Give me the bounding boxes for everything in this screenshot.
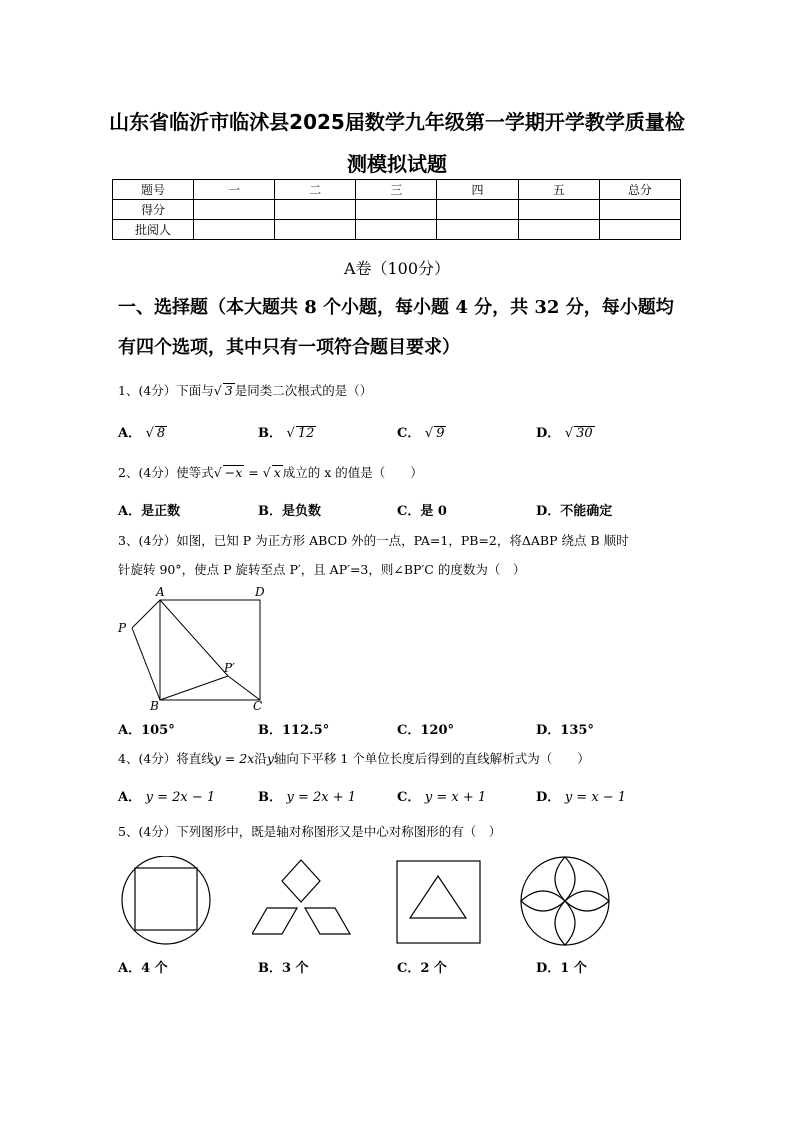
q3-option-d[interactable]: D．135° (536, 723, 594, 738)
rhombus-left (252, 908, 297, 934)
label-c: C (253, 699, 263, 713)
section-heading-line1: 一、选择题（本大题共 8 个小题，每小题 4 分，共 32 分，每小题均 (118, 297, 674, 318)
header-cell: 一 (194, 180, 275, 200)
q3-line2: 针旋转 90°，使点 P 旋转至点 P′，且 AP′=3，则∠BP′C 的度数为（ ） (118, 562, 526, 577)
volume-heading: A卷（100分） (343, 259, 451, 278)
score-row (113, 200, 681, 220)
figure-circle-petals (518, 856, 612, 946)
q1-prefix: 1、(4分）下面与 (118, 383, 214, 398)
score-cell[interactable] (194, 200, 275, 220)
q2-suffix: 成立的 x 的值是（ ） (282, 465, 423, 480)
q4-option-b[interactable]: B． y = 2x + 1 (258, 790, 357, 805)
header-cell: 题号 (113, 180, 194, 200)
question-3 (118, 526, 688, 584)
score-table-header-row (113, 180, 681, 200)
q1-option-c[interactable]: C． √ 9 (397, 426, 445, 441)
q5-option-d[interactable]: D．1 个 (536, 961, 587, 976)
figure-circle-square (118, 856, 214, 946)
score-cell[interactable] (599, 200, 680, 220)
q1-option-b[interactable]: B． √ 12 (258, 426, 315, 441)
header-cell: 五 (518, 180, 599, 200)
q3-line1: 3、(4分）如图，已知 P 为正方形 ABCD 外的一点，PA=1，PB=2，将ΔABP 绕点 B 顺时 (118, 533, 629, 548)
header-cell: 总分 (599, 180, 680, 200)
grader-cell[interactable] (518, 220, 599, 240)
q1-radicand: 3 (224, 383, 233, 398)
grader-cell[interactable] (437, 220, 518, 240)
grader-cell[interactable] (599, 220, 680, 240)
score-table (112, 179, 681, 240)
q2-lhs: −x (224, 465, 243, 480)
segment-pb (132, 628, 160, 700)
q2-rhs: x (273, 465, 281, 480)
q1-options (118, 422, 678, 444)
petal-bottom (555, 901, 575, 945)
q2-options (118, 500, 678, 522)
q3-option-c[interactable]: C．120° (397, 723, 454, 738)
label-b: B (150, 699, 159, 713)
q3-option-b[interactable]: B．112.5° (258, 723, 330, 738)
q5-option-a[interactable]: A．4 个 (118, 961, 168, 976)
q5-options (118, 957, 678, 979)
q1-suffix: 是同类二次根式的是（） (234, 383, 373, 398)
label-d: D (255, 585, 265, 599)
q3-figure (110, 584, 280, 714)
exam-title-line2: 测模拟试题 (347, 152, 447, 176)
figure-square-triangle (396, 860, 482, 946)
row-label: 得分 (113, 200, 194, 220)
q2-option-d[interactable]: D．不能确定 (536, 504, 613, 519)
outer-square (397, 861, 480, 943)
q3-option-a[interactable]: A．105° (118, 723, 175, 738)
grader-cell[interactable] (275, 220, 356, 240)
header-cell: 四 (437, 180, 518, 200)
label-p-prime: P′ (224, 661, 235, 675)
section-heading (118, 288, 684, 368)
grader-cell[interactable] (194, 220, 275, 240)
header-cell: 二 (275, 180, 356, 200)
question-2: 2、(4分）使等式√ −x = √ x 成立的 x 的值是（ ） (118, 465, 423, 480)
petal-right (565, 891, 609, 911)
q1-option-d[interactable]: D． √ 30 (536, 426, 593, 441)
label-p: P (118, 621, 127, 635)
q2-option-a[interactable]: A．是正数 (118, 504, 181, 519)
q4-mid: 沿 (254, 751, 267, 766)
score-cell[interactable] (275, 200, 356, 220)
q4-option-c[interactable]: C． y = x + 1 (397, 790, 487, 805)
segment-bp2 (160, 676, 228, 700)
score-cell[interactable] (437, 200, 518, 220)
exam-title-line1: 山东省临沂市临沭县2025届数学九年级第一学期开学教学质量检 (109, 110, 685, 134)
question-5: 5、(4分）下列图形中，既是轴对称图形又是中心对称图形的有（ ） (118, 824, 502, 839)
segment-pa (132, 600, 160, 628)
grader-cell[interactable] (356, 220, 437, 240)
grader-row (113, 220, 681, 240)
q2-option-c[interactable]: C．是 0 (397, 504, 447, 519)
q5-option-b[interactable]: B．3 个 (258, 961, 309, 976)
label-a: A (156, 585, 165, 599)
inner-triangle (410, 876, 466, 918)
question-1: 1、(4分）下面与√ 3 是同类二次根式的是（） (118, 383, 373, 398)
score-cell[interactable] (518, 200, 599, 220)
q2-equals: = (244, 465, 263, 480)
q2-prefix: 2、(4分）使等式 (118, 465, 214, 480)
section-heading-line2: 有四个选项，其中只有一项符合题目要求） (118, 337, 460, 358)
score-cell[interactable] (356, 200, 437, 220)
segment-p2c (228, 676, 260, 700)
q4-axis: y (266, 751, 274, 766)
question-4 (118, 744, 688, 773)
figure-three-rhombi (252, 856, 352, 942)
row-label: 批阅人 (113, 220, 194, 240)
q3-options (118, 719, 678, 741)
q4-options (118, 786, 678, 808)
q4-suffix: 轴向下平移 1 个单位长度后得到的直线解析式为（ ） (273, 751, 590, 766)
q4-option-d[interactable]: D． y = x − 1 (536, 790, 627, 805)
q4-prefix: 4、(4分）将直线 (118, 751, 214, 766)
inscribed-square (135, 868, 197, 930)
square-abcd (160, 600, 260, 700)
segment-ap2 (160, 600, 228, 676)
rhombus-top (282, 860, 320, 902)
q1-option-a[interactable]: A． √ 8 (118, 426, 166, 441)
q2-option-b[interactable]: B．是负数 (258, 504, 321, 519)
petal-top (555, 857, 575, 901)
q4-option-a[interactable]: A． y = 2x − 1 (118, 790, 216, 805)
q4-equation: y = 2x (213, 751, 255, 766)
rhombus-right (305, 908, 350, 934)
q5-option-c[interactable]: C．2 个 (397, 961, 447, 976)
header-cell: 三 (356, 180, 437, 200)
petal-left (521, 891, 565, 911)
